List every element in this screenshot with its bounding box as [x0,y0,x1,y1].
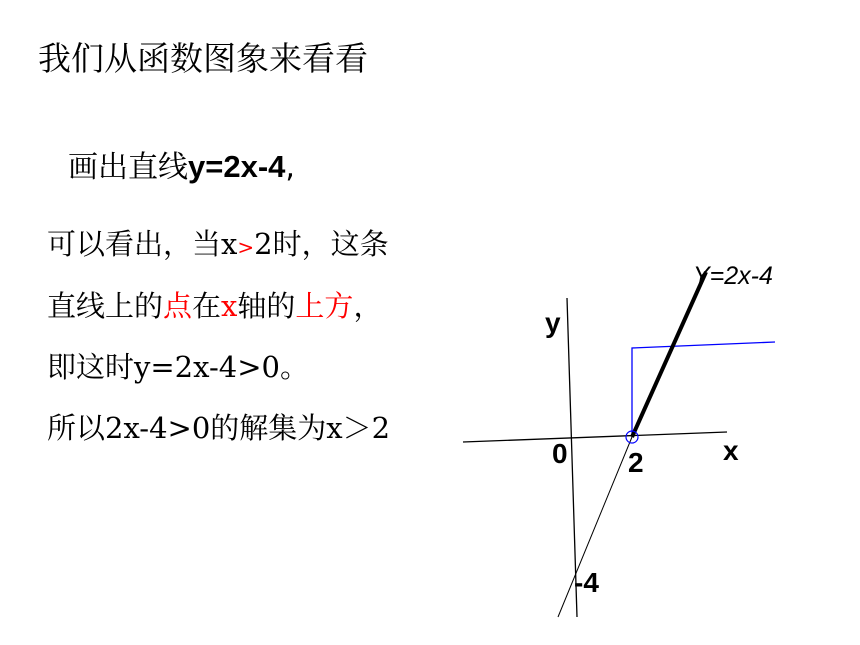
instruction-suffix: , [285,150,295,185]
obs1-text-b: 2时，这条 [254,227,389,261]
highlight-above: 上方 [295,289,354,323]
obs2-text-c: 轴的 [237,289,296,323]
greater-than-sign: > [237,235,255,259]
line-y-2x-4 [632,272,706,437]
x-axis [463,432,727,442]
solution-statement: 所以2x-4>0的解集为x＞2 [47,411,391,445]
line-equation-label: Y=2x-4 [693,262,773,290]
x-axis-label: x [723,435,739,466]
y-intercept-label: -4 [574,567,599,598]
instruction-prefix: 画出直线 [68,150,188,185]
obs2-text-a: 直线上的 [47,289,164,323]
x-intercept-label: 2 [628,447,644,478]
highlight-x: x [221,289,238,323]
highlight-point: 点 [163,289,193,323]
y-axis-label: y [545,307,561,338]
observation-line-3: 即这时y=2x-4>0。 [47,350,309,384]
obs2-text-d: ， [353,289,383,323]
origin-label: 0 [552,438,568,469]
obs1-text-a: 可以看出，当x [47,227,238,261]
obs2-text-b: 在 [192,289,222,323]
slide-title: 我们从函数图象来看看 [38,39,368,78]
line-equation: y=2x-4 [188,149,286,184]
